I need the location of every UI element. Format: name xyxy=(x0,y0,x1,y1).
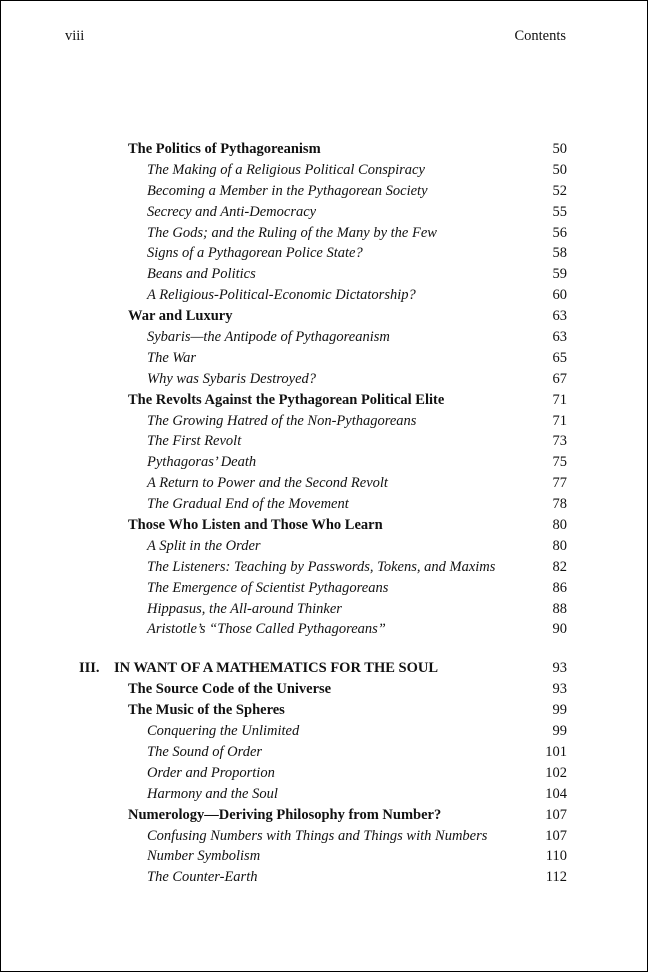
toc-page-number: 78 xyxy=(552,496,567,513)
toc-page-number: 107 xyxy=(545,827,567,844)
toc-page-number: 102 xyxy=(545,764,567,781)
toc-subsection-title: Why was Sybaris Destroyed? xyxy=(147,370,317,387)
toc-section-title: Those Who Listen and Those Who Learn xyxy=(128,517,383,534)
toc-section-politics[interactable] xyxy=(1,139,647,160)
toc-page-number: 50 xyxy=(552,141,567,157)
toc-subsection-title: Confusing Numbers with Things and Things with Numbers xyxy=(147,827,488,844)
toc-subsection-title: The Growing Hatred of the Non-Pythagoreans xyxy=(147,412,417,429)
table-of-contents xyxy=(1,139,647,888)
toc-section-listen-and-learn[interactable] xyxy=(1,515,647,536)
toc-page-number: 93 xyxy=(552,681,567,698)
toc-subsection-title: Beans and Politics xyxy=(147,266,256,283)
toc-subsection-title: The Listeners: Teaching by Passwords, Tokens, and Maxims xyxy=(147,558,496,575)
toc-page-number: 82 xyxy=(552,558,567,575)
toc-subsection-title: The Counter-Earth xyxy=(147,869,258,886)
toc-section-title: The Source Code of the Universe xyxy=(128,681,332,698)
toc-section-music-of-spheres[interactable] xyxy=(1,700,647,721)
toc-subsection-title: The Sound of Order xyxy=(147,743,263,760)
toc-page-number: 63 xyxy=(552,329,567,346)
toc-section-numerology[interactable] xyxy=(1,805,647,826)
toc-subsection-title: The Making of a Religious Political Conspiracy xyxy=(147,161,425,178)
toc-subsection[interactable] xyxy=(1,846,647,867)
toc-page-number: 90 xyxy=(552,621,567,638)
toc-section-war-and-luxury[interactable] xyxy=(1,306,647,327)
toc-subsection-title: The War xyxy=(147,349,197,366)
toc-subsection-title: Signs of a Pythagorean Police State? xyxy=(147,245,363,262)
toc-section-title: Numerology—Deriving Philosophy from Number? xyxy=(128,806,442,823)
toc-page-number: 110 xyxy=(545,848,567,865)
toc-section-title: War and Luxury xyxy=(128,308,233,325)
toc-subsection-title: Number Symbolism xyxy=(147,848,261,865)
toc-page-number: 99 xyxy=(552,702,567,719)
toc-subsection-title: Conquering the Unlimited xyxy=(147,723,300,740)
toc-subsection[interactable] xyxy=(1,411,647,432)
toc-subsection[interactable] xyxy=(1,599,647,620)
toc-section-title: The Politics of Pythagoreanism xyxy=(128,141,321,157)
toc-subsection[interactable] xyxy=(1,285,647,306)
toc-subsection[interactable] xyxy=(1,348,647,369)
toc-page-number: 104 xyxy=(545,785,567,802)
toc-page-number: 56 xyxy=(552,224,567,241)
toc-page-number: 59 xyxy=(552,266,567,283)
toc-page-number: 65 xyxy=(552,349,567,366)
toc-page-number: 60 xyxy=(552,287,567,304)
toc-subsection[interactable] xyxy=(1,536,647,557)
toc-subsection[interactable] xyxy=(1,494,647,515)
chapter-number: III. xyxy=(79,660,100,677)
toc-subsection-title: A Religious-Political-Economic Dictatorship? xyxy=(147,287,416,304)
toc-subsection-title: Sybaris—the Antipode of Pythagoreanism xyxy=(147,329,390,346)
toc-subsection[interactable] xyxy=(1,784,647,805)
toc-page-number: 75 xyxy=(552,454,567,471)
toc-subsection[interactable] xyxy=(1,557,647,578)
page-number: viii xyxy=(65,28,85,44)
toc-page-number: 67 xyxy=(552,370,567,387)
toc-subsection[interactable] xyxy=(1,202,647,223)
toc-subsection[interactable] xyxy=(1,578,647,599)
toc-subsection[interactable] xyxy=(1,619,647,640)
toc-page-number: 71 xyxy=(552,391,567,408)
toc-page-number: 58 xyxy=(552,245,567,262)
toc-page-number: 80 xyxy=(552,537,567,554)
toc-subsection[interactable] xyxy=(1,181,647,202)
toc-page-number: 112 xyxy=(545,869,567,886)
toc-subsection-title: The Gods; and the Ruling of the Many by the Few xyxy=(147,224,437,241)
toc-chapter-3[interactable] xyxy=(1,658,647,679)
toc-page-number: 93 xyxy=(552,660,567,677)
running-title: Contents xyxy=(514,28,566,44)
chapter-title: IN WANT OF A MATHEMATICS FOR THE SOUL xyxy=(114,660,439,677)
toc-page-number: 80 xyxy=(552,517,567,534)
toc-subsection[interactable] xyxy=(1,826,647,847)
toc-subsection[interactable] xyxy=(1,473,647,494)
toc-subsection-title: Aristotle’s “Those Called Pythagoreans” xyxy=(147,621,386,638)
toc-subsection[interactable] xyxy=(1,223,647,244)
toc-section-revolts[interactable] xyxy=(1,390,647,411)
toc-page-number: 107 xyxy=(545,806,567,823)
toc-page-number: 52 xyxy=(552,182,567,199)
toc-page-number: 86 xyxy=(552,579,567,596)
toc-subsection-title: Order and Proportion xyxy=(147,764,275,781)
toc-page-number: 88 xyxy=(552,600,567,617)
chapter-spacer xyxy=(1,640,647,658)
toc-subsection[interactable] xyxy=(1,160,647,181)
toc-page-number: 50 xyxy=(552,161,567,178)
toc-page-number: 71 xyxy=(552,412,567,429)
toc-subsection-title: A Return to Power and the Second Revolt xyxy=(147,475,388,492)
toc-section-title: The Revolts Against the Pythagorean Political Elite xyxy=(128,391,445,408)
toc-page-number: 55 xyxy=(552,203,567,220)
running-header xyxy=(65,27,566,45)
toc-subsection-title: Secrecy and Anti-Democracy xyxy=(147,203,317,220)
toc-subsection[interactable] xyxy=(1,452,647,473)
toc-page-number: 99 xyxy=(552,723,567,740)
toc-page-number: 77 xyxy=(552,475,567,492)
toc-subsection[interactable] xyxy=(1,327,647,348)
toc-subsection[interactable] xyxy=(1,243,647,264)
toc-subsection-title: Harmony and the Soul xyxy=(147,785,278,802)
toc-subsection-title: A Split in the Order xyxy=(147,537,261,554)
toc-page-number: 73 xyxy=(552,433,567,450)
toc-subsection[interactable] xyxy=(1,742,647,763)
toc-subsection-title: Hippasus, the All-around Thinker xyxy=(147,600,342,617)
toc-subsection[interactable] xyxy=(1,721,647,742)
toc-subsection-title: Pythagoras’ Death xyxy=(147,454,257,471)
toc-subsection[interactable] xyxy=(1,264,647,285)
toc-subsection[interactable] xyxy=(1,369,647,390)
toc-subsection[interactable] xyxy=(1,431,647,452)
toc-section-title: The Music of the Spheres xyxy=(128,702,285,719)
toc-page-number: 63 xyxy=(552,308,567,325)
toc-subsection[interactable] xyxy=(1,763,647,784)
toc-subsection[interactable] xyxy=(1,867,647,888)
toc-page-number: 101 xyxy=(545,743,567,760)
toc-subsection-title: The First Revolt xyxy=(147,433,242,450)
toc-subsection-title: The Emergence of Scientist Pythagoreans xyxy=(147,579,389,596)
toc-subsection-title: The Gradual End of the Movement xyxy=(147,496,349,513)
toc-subsection-title: Becoming a Member in the Pythagorean Society xyxy=(147,182,428,199)
toc-section-source-code[interactable] xyxy=(1,679,647,700)
